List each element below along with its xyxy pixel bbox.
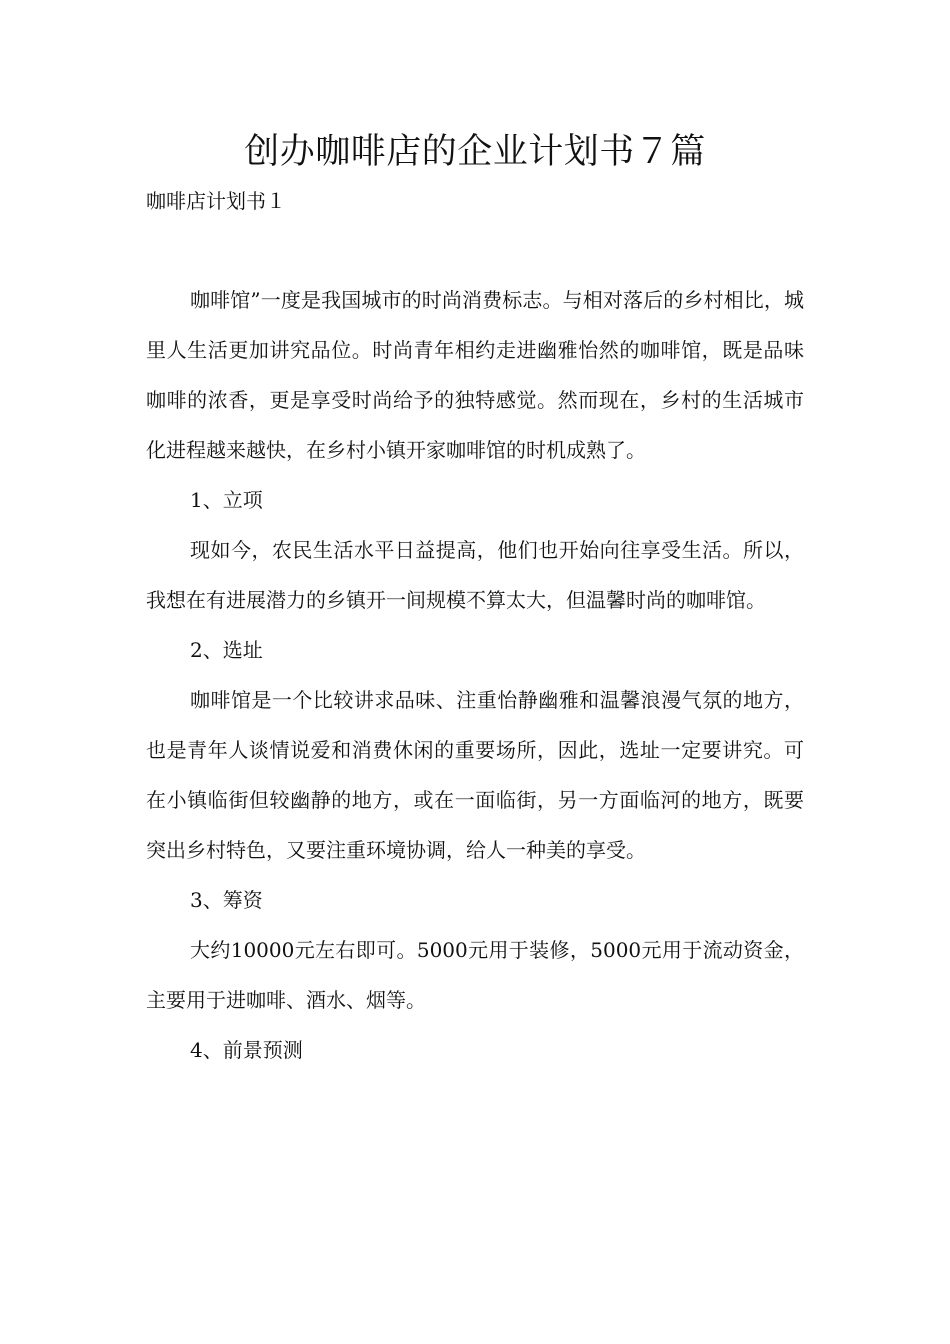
section-heading-location: 2、选址 [190,638,263,662]
section-heading-funding: 3、筹资 [190,888,263,912]
document-body [146,275,804,1075]
section-heading-project: 1、立项 [190,488,263,512]
intro-paragraph: 咖啡馆”一度是我国城市的时尚消费标志。与相对落后的乡村相比，城里人生活更加讲究品位。时尚青年相约走进幽雅怡然的咖啡馆，既是品味咖啡的浓香，更是享受时尚给予的独特感觉。然而现在，乡村的生活城市化进程越来越快，在乡村小镇开家咖啡馆的时机成熟了。 [146,288,804,462]
funding-paragraph: 大约10000元左右即可。5000元用于装修，5000元用于流动资金，主要用于进咖啡、酒水、烟等。 [146,938,804,1012]
document-title: 创办咖啡店的企业计划书７篇 [244,132,706,172]
document-subtitle: 咖啡店计划书１ [146,189,286,213]
section-heading-forecast: 4、前景预测 [190,1038,303,1062]
project-paragraph: 现如今，农民生活水平日益提高，他们也开始向往享受生活。所以，我想在有进展潜力的乡镇开一间规模不算太大，但温馨时尚的咖啡馆。 [146,538,804,612]
location-paragraph: 咖啡馆是一个比较讲求品味、注重怡静幽雅和温馨浪漫气氛的地方，也是青年人谈情说爱和消费休闲的重要场所，因此，选址一定要讲究。可在小镇临街但较幽静的地方，或在一面临街，另一方面临河的地方，既要突出乡村特色，又要注重环境协调，给人一种美的享受。 [146,688,804,862]
